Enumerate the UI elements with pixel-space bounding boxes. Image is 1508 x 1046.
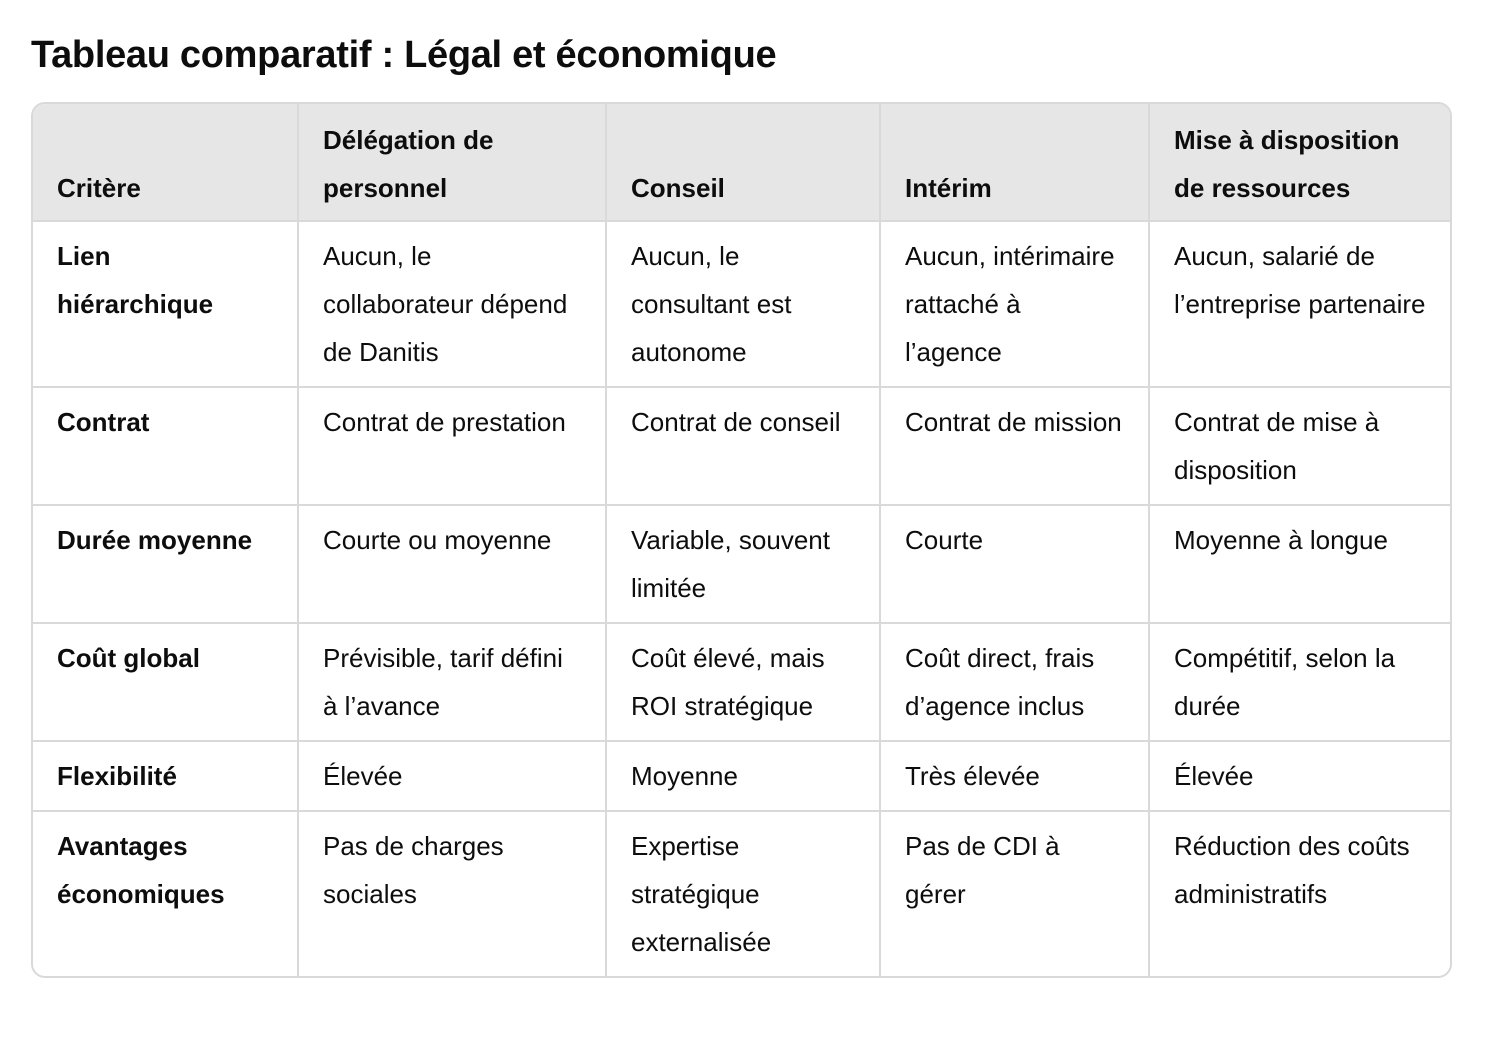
header-cell: Conseil — [606, 104, 880, 221]
header-cell: Mise à disposition de ressources — [1149, 104, 1450, 221]
table-row — [33, 505, 1450, 623]
table-cell: Moyenne à longue — [1149, 505, 1450, 623]
table-cell: Coût direct, frais d’agence inclus — [880, 623, 1149, 741]
table-cell: Aucun, salarié de l’entreprise partenaire — [1149, 221, 1450, 387]
table-cell: Expertise stratégique externalisée — [606, 811, 880, 976]
table-cell: Variable, souvent limitée — [606, 505, 880, 623]
table-cell: Pas de CDI à gérer — [880, 811, 1149, 976]
header-cell: Délégation de personnel — [298, 104, 606, 221]
row-label: Avantages économiques — [33, 811, 298, 976]
table-cell: Très élevée — [880, 741, 1149, 811]
table-row — [33, 811, 1450, 976]
table-cell: Coût élevé, mais ROI stratégique — [606, 623, 880, 741]
table-cell: Courte — [880, 505, 1149, 623]
header-cell: Critère — [33, 104, 298, 221]
table-row — [33, 221, 1450, 387]
header-cell: Intérim — [880, 104, 1149, 221]
table-row — [33, 387, 1450, 505]
table-row — [33, 623, 1450, 741]
row-label: Durée moyenne — [33, 505, 298, 623]
table-cell: Réduction des coûts administratifs — [1174, 831, 1410, 909]
table-row — [33, 741, 1450, 811]
row-label: Coût global — [33, 623, 298, 741]
comparison-table — [33, 104, 1450, 976]
table-cell: Compétitif, selon la durée — [1149, 623, 1450, 741]
table-header — [33, 104, 1450, 221]
table-cell: Élevée — [1149, 741, 1450, 811]
table-cell: Élevée — [298, 741, 606, 811]
table-cell: Contrat de prestation — [298, 387, 606, 505]
table-cell: Aucun, le collaborateur dépend de Danitis — [298, 221, 606, 387]
table-cell: Contrat de mise à disposition — [1149, 387, 1450, 505]
comparison-table-container — [31, 102, 1452, 978]
table-cell: Aucun, le consultant est autonome — [606, 221, 880, 387]
table-cell: Pas de charges sociales — [298, 811, 606, 976]
table-cell: Contrat de mission — [880, 387, 1149, 505]
row-label: Contrat — [33, 387, 298, 505]
row-label: Lien hiérarchique — [33, 221, 298, 387]
row-label: Flexibilité — [33, 741, 298, 811]
table-cell: Contrat de conseil — [606, 387, 880, 505]
table-cell: Prévisible, tarif défini à l’avance — [298, 623, 606, 741]
table-cell: Moyenne — [606, 741, 880, 811]
table-cell: Aucun, intérimaire rattaché à l’agence — [880, 221, 1149, 387]
page-title: Tableau comparatif : Légal et économique — [31, 34, 777, 76]
table-cell: Courte ou moyenne — [298, 505, 606, 623]
table-body — [33, 221, 1450, 976]
header-row — [33, 104, 1450, 221]
